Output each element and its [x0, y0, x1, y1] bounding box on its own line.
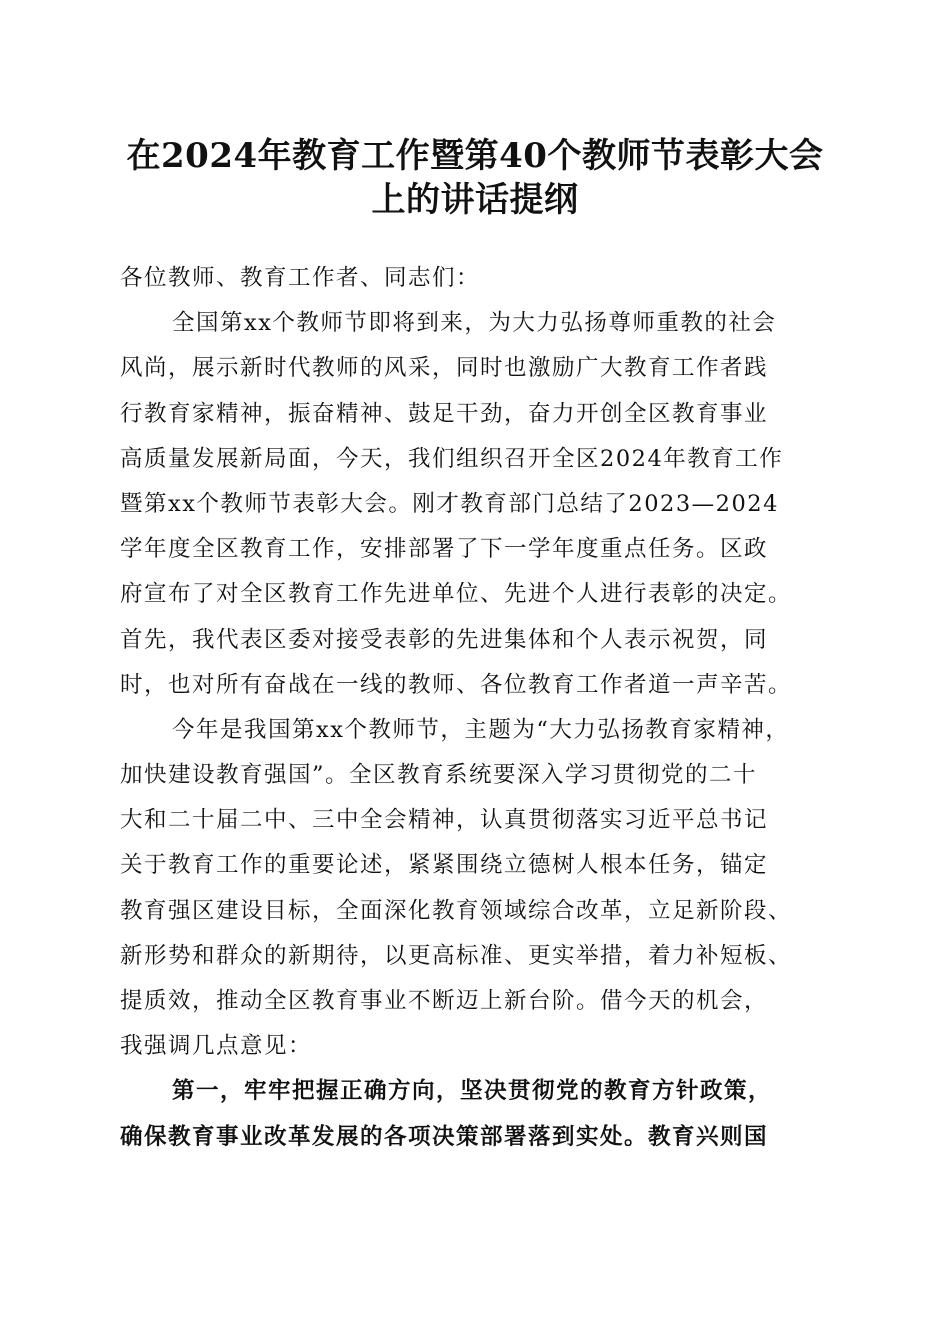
paragraph-1-line: 高质量发展新局面，今天，我们组织召开全区2024年教育工作 — [120, 445, 784, 472]
paragraph-1-line: 风尚，展示新时代教师的风采，同时也激励广大教育工作者践 — [120, 355, 769, 382]
paragraph-2-line: 大和二十届二中、三中全会精神，认真贯彻落实习近平总书记 — [120, 807, 769, 834]
paragraph-1-line: 行教育家精神，振奋精神、鼓足干劲，奋力开创全区教育事业 — [120, 400, 769, 427]
paragraph-1-line: 学年度全区教育工作，安排部署了下一学年度重点任务。区政 — [120, 536, 769, 563]
paragraph-1-line: 府宣布了对全区教育工作先进单位、先进个人进行表彰的决定。 — [120, 581, 793, 608]
paragraph-1-line: 全国第xx个教师节即将到来，为大力弘扬尊师重教的社会 — [172, 310, 777, 337]
paragraph-2-line: 我强调几点意见： — [120, 1033, 313, 1060]
paragraph-1-line: 首先，我代表区委对接受表彰的先进集体和个人表示祝贺，同 — [120, 626, 769, 653]
paragraph-1-line: 暨第xx个教师节表彰大会。刚才教育部门总结了2023—2024 — [120, 490, 779, 517]
document-title — [110, 134, 840, 222]
salutation: 各位教师、教育工作者、同志们： — [120, 265, 481, 291]
document-body — [120, 256, 840, 1160]
title-line-1: 在2024年教育工作暨第40个教师节表彰大会 — [126, 136, 824, 176]
title-line-2: 上的讲话提纲 — [371, 180, 579, 220]
paragraph-2-line: 关于教育工作的重要论述，紧紧围绕立德树人根本任务，锚定 — [120, 852, 769, 879]
paragraph-3-line: 第一，牢牢把握正确方向，坚决贯彻党的教育方针政策， — [172, 1078, 773, 1105]
paragraph-2-line: 教育强区建设目标，全面深化教育领域综合改革，立足新阶段、 — [120, 897, 793, 924]
paragraph-3-line: 确保教育事业改革发展的各项决策部署落到实处。教育兴则国 — [120, 1123, 769, 1150]
paragraph-2-line: 提质效，推动全区教育事业不断迈上新台阶。借今天的机会， — [120, 988, 769, 1014]
paragraph-2-line: 加快建设教育强国”。全区教育系统要深入学习贯彻党的二十 — [120, 762, 758, 789]
paragraph-1-line: 时，也对所有奋战在一线的教师、各位教育工作者道一声辛苦。 — [120, 671, 793, 698]
paragraph-2-line: 今年是我国第xx个教师节，主题为“大力弘扬教育家精神， — [172, 716, 790, 743]
paragraph-2-line: 新形势和群众的新期待，以更高标准、更实举措，着力补短板、 — [120, 942, 793, 969]
